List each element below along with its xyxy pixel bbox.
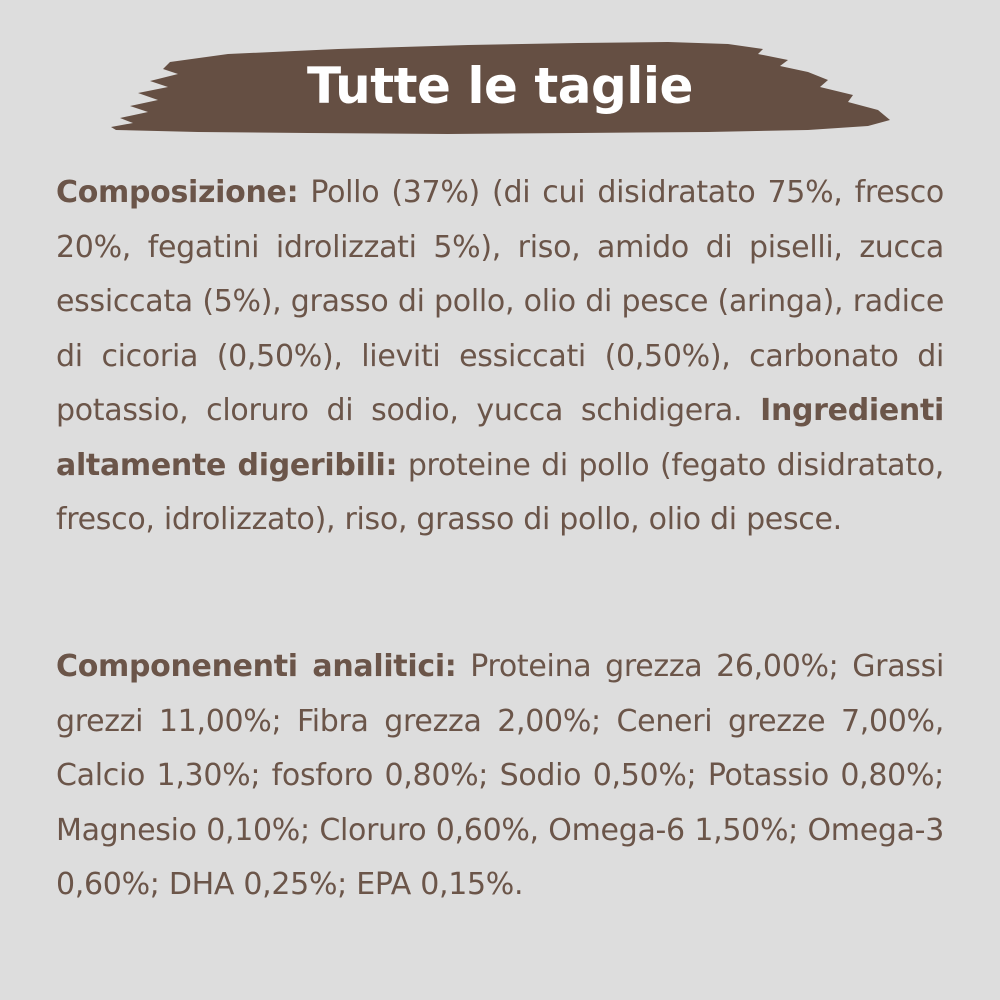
analytics-text: Proteina grezza 26,00%; Grassi grezzi 11,00%; Fibra grezza 2,00%; Ceneri grezze 7,00%, Calcio 1,30%; fosforo 0,80%; Sodio 0,50%; Potassio 0,80%; Magnesio 0,10%; Cloruro 0,60%, Omega-6 1,50%; Omega-3 0,60%; DHA 0,25%; EPA 0,15%. xyxy=(56,649,944,902)
composition-label: Composizione: xyxy=(56,175,299,210)
title-banner xyxy=(108,40,892,135)
digestible-text: proteine di pollo (fegato disidratato, fresco, idrolizzato), riso, grasso di pollo, olio di pesce. xyxy=(56,447,944,537)
digestible-label: Ingredienti altamente digeribili: xyxy=(56,393,944,483)
analytics-label: Componenenti analitici: xyxy=(56,649,457,684)
analytics-paragraph xyxy=(56,640,944,913)
page-title: Tutte le taglie xyxy=(307,57,693,115)
composition-paragraph xyxy=(56,166,944,548)
composition-text: Pollo (37%) (di cui disidratato 75%, fresco 20%, fegatini idrolizzati 5%), riso, amido di piselli, zucca essiccata (5%), grasso di pollo, olio di pesce (aringa), radice di cicoria (0,50%), lieviti essiccati (0,50%), carbonato di potassio, cloruro di sodio, yucca schidigera. xyxy=(56,175,944,428)
